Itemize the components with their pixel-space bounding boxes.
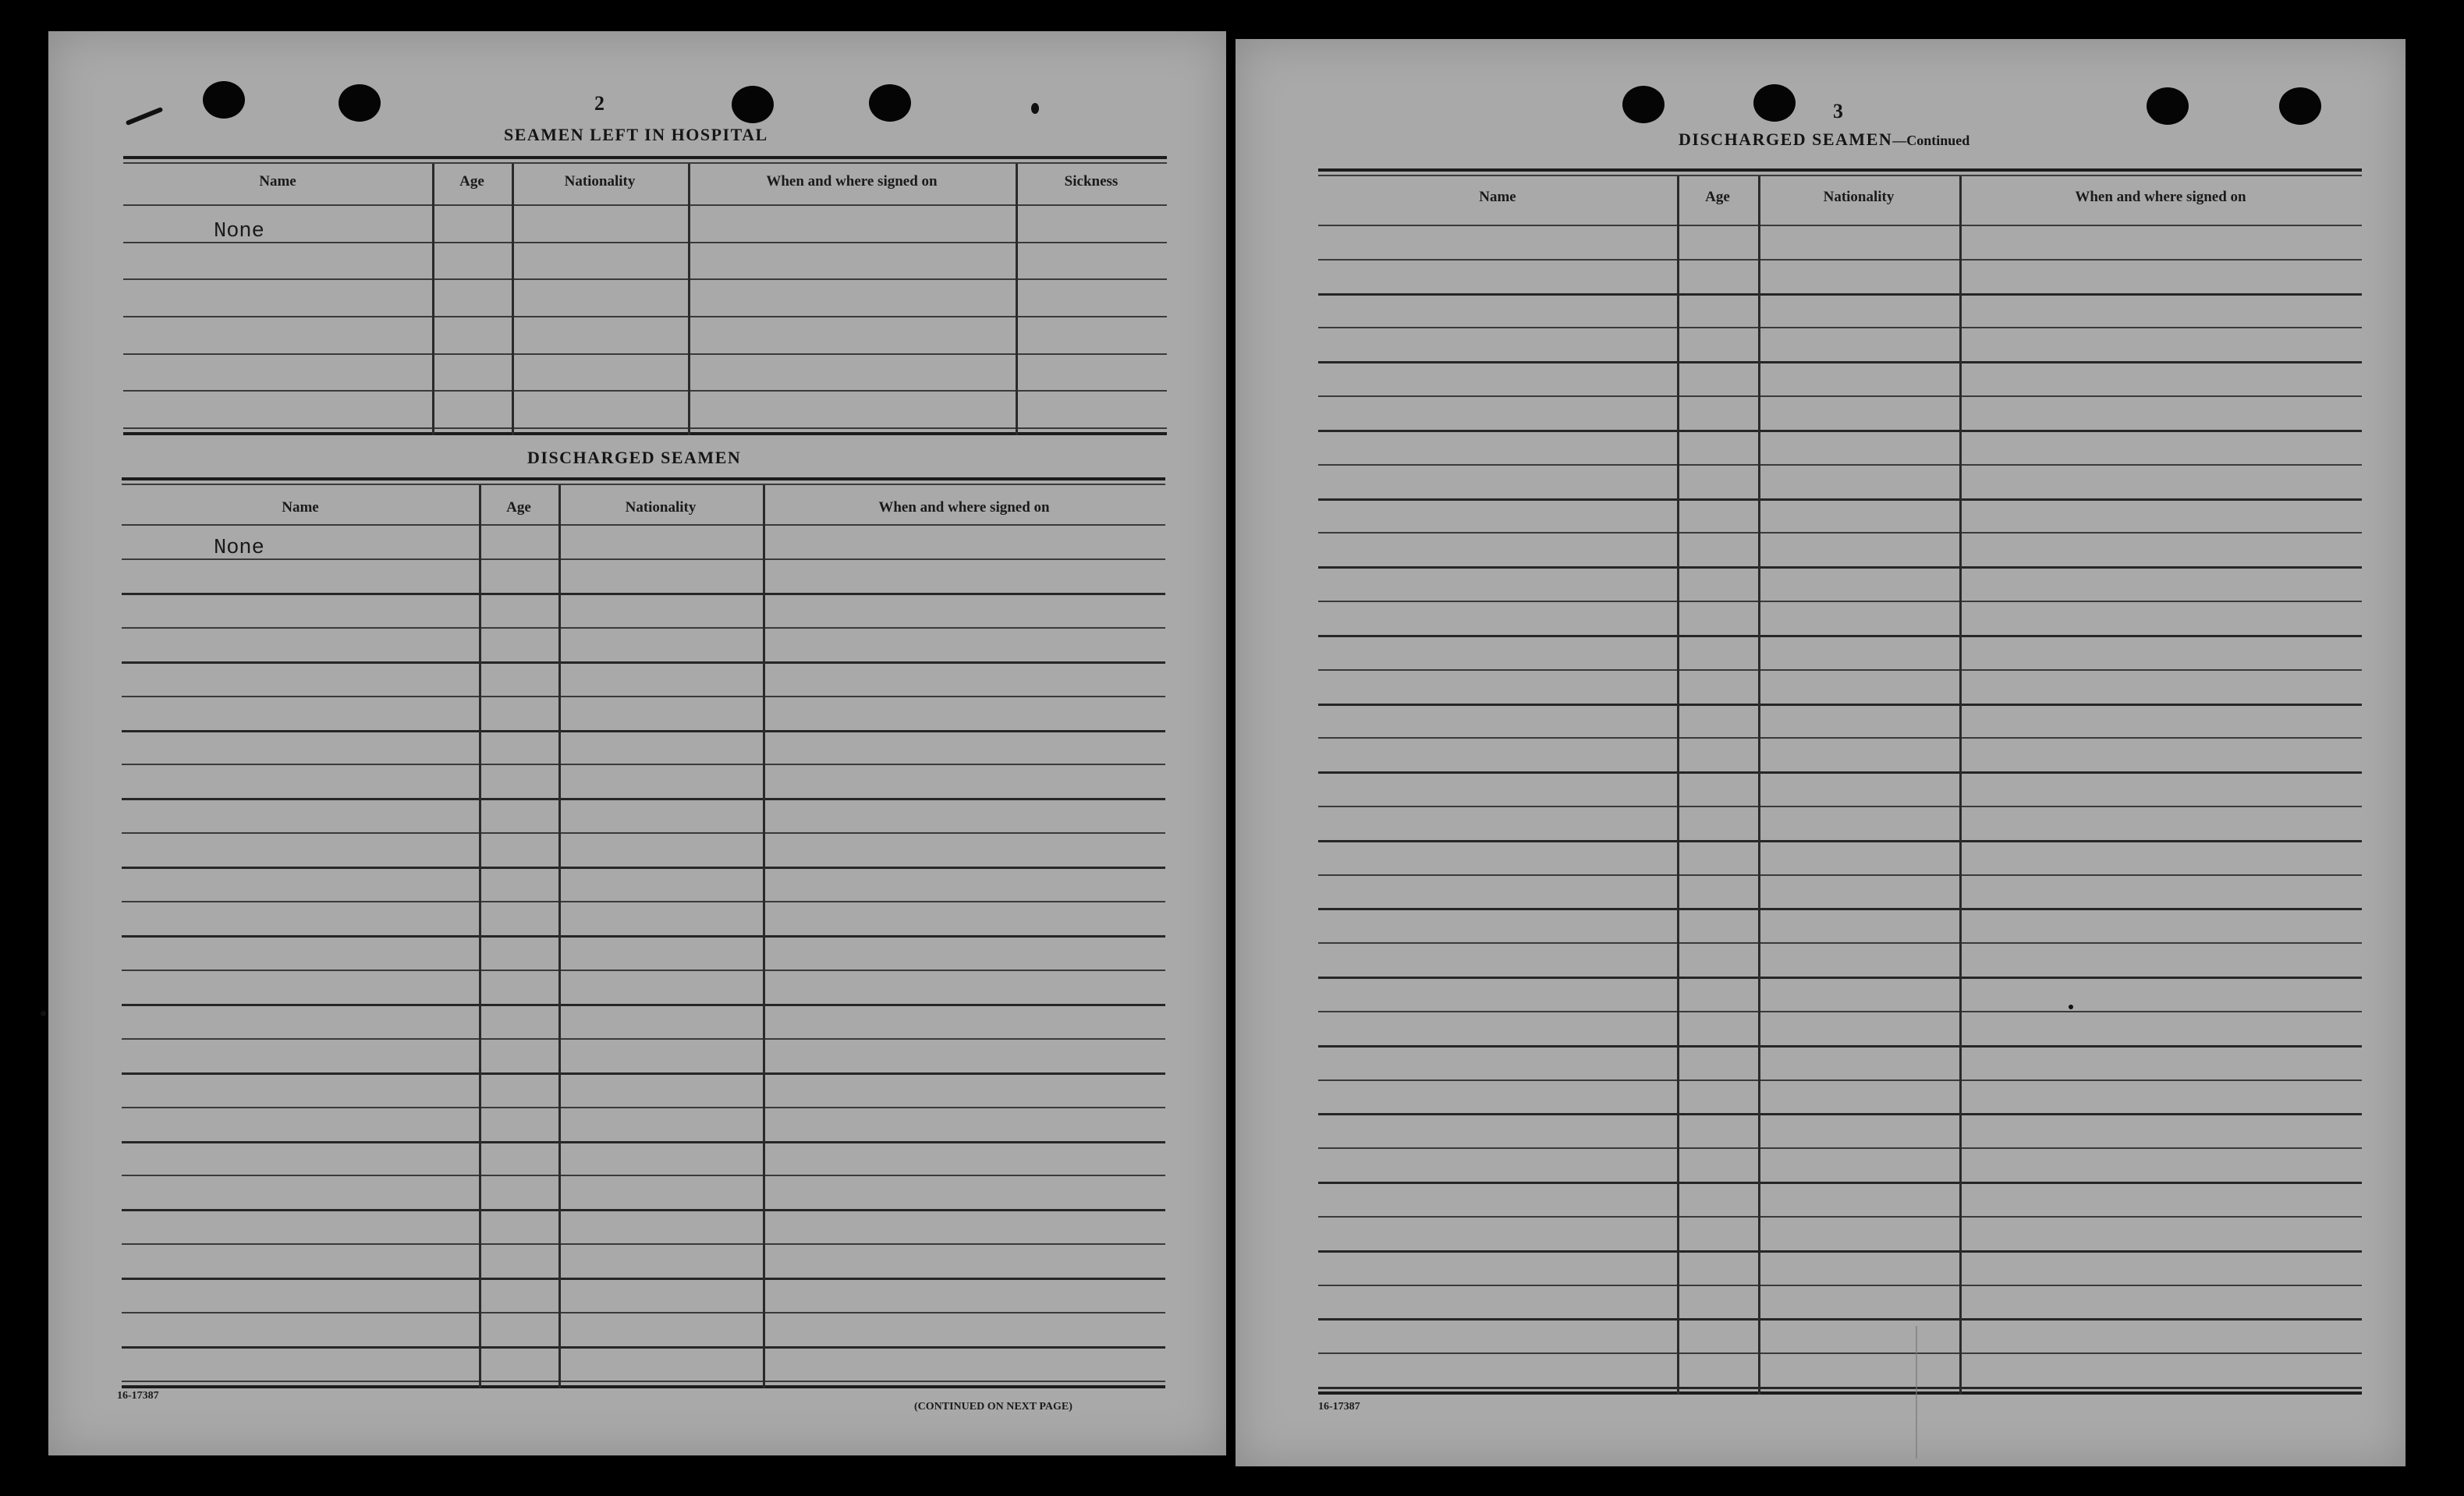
punch-hole [1622, 86, 1665, 123]
column-header: Name [282, 499, 319, 516]
row-rule [1318, 635, 2362, 637]
punch-hole [2279, 87, 2321, 125]
column-header: When and where signed on [2075, 189, 2246, 205]
row-rule [1318, 908, 2362, 910]
row-rule [1318, 464, 2362, 466]
column-divider [512, 164, 514, 435]
punch-hole [1753, 84, 1796, 122]
row-rule [1318, 361, 2362, 363]
column-header: Name [1479, 189, 1516, 205]
row-rule [122, 1278, 1165, 1280]
column-divider [1959, 176, 1962, 1395]
row-rule [123, 242, 1167, 243]
row-rule [122, 970, 1165, 971]
row-rule [122, 901, 1165, 902]
row-rule [1318, 1045, 2362, 1048]
column-divider [688, 164, 690, 435]
table-bottom-rule [1318, 1391, 2362, 1395]
row-rule [1318, 532, 2362, 534]
column-header: Nationality [1823, 189, 1895, 205]
row-rule [122, 558, 1165, 560]
row-rule [1318, 259, 2362, 261]
row-rule [122, 1243, 1165, 1245]
column-divider [1677, 176, 1679, 1395]
row-rule [122, 1038, 1165, 1040]
row-rule [1318, 1216, 2362, 1218]
column-divider [558, 485, 561, 1388]
row-rule [1318, 874, 2362, 876]
right-section-title [1679, 129, 1969, 150]
row-rule [1318, 1182, 2362, 1184]
row-rule [1318, 737, 2362, 739]
paper-crease [1916, 1326, 1917, 1459]
row-rule [122, 1107, 1165, 1108]
row-rule [122, 1072, 1165, 1075]
punch-hole [203, 81, 245, 119]
column-header: Age [459, 173, 484, 190]
column-divider [432, 164, 434, 435]
hospital-entry: None [214, 220, 264, 243]
row-rule [1318, 704, 2362, 706]
row-rule [1318, 293, 2362, 296]
row-rule [122, 1381, 1165, 1382]
row-rule [1318, 771, 2362, 774]
row-rule [1318, 942, 2362, 944]
row-rule [122, 696, 1165, 697]
table-top-rule [1318, 175, 2362, 176]
header-rule [122, 524, 1165, 526]
row-rule [1318, 1318, 2362, 1321]
row-rule [1318, 566, 2362, 569]
row-rule [1318, 1147, 2362, 1149]
column-header: Nationality [625, 499, 697, 516]
row-rule [122, 935, 1165, 938]
punch-hole [732, 86, 774, 123]
right-form-number: 16-17387 [1318, 1401, 1360, 1413]
row-rule [122, 661, 1165, 664]
row-rule [122, 867, 1165, 869]
column-header: Age [1705, 189, 1730, 205]
left-page [48, 31, 1226, 1455]
column-header: When and where signed on [766, 173, 938, 190]
row-rule [123, 278, 1167, 280]
row-rule [1318, 1352, 2362, 1354]
hospital-section-title: SEAMEN LEFT IN HOSPITAL [504, 125, 768, 144]
left-page-number: 2 [594, 92, 604, 115]
ink-speck [41, 1011, 46, 1016]
row-rule [122, 627, 1165, 629]
ink-speck [2069, 1005, 2073, 1009]
row-rule [123, 427, 1167, 429]
row-rule [122, 1141, 1165, 1143]
punch-hole [339, 84, 381, 122]
row-rule [123, 390, 1167, 392]
right-section-title-suffix: —Continued [1892, 133, 1970, 148]
column-header: Sickness [1064, 173, 1119, 190]
row-rule [122, 764, 1165, 765]
header-rule [1318, 225, 2362, 226]
column-header: Nationality [564, 173, 636, 190]
row-rule [1318, 1285, 2362, 1286]
right-page-number: 3 [1833, 100, 1843, 122]
row-rule [1318, 430, 2362, 432]
row-rule [122, 1346, 1165, 1349]
row-rule [1318, 395, 2362, 397]
continued-note: (CONTINUED ON NEXT PAGE) [914, 1401, 1072, 1413]
row-rule [1318, 1387, 2362, 1389]
discharged-entry: None [214, 537, 264, 560]
table-top-rule [123, 156, 1167, 159]
row-rule [122, 832, 1165, 834]
row-rule [1318, 806, 2362, 807]
row-rule [122, 730, 1165, 732]
ink-speck [1031, 103, 1039, 114]
table-top-rule [122, 484, 1165, 485]
punch-hole [2147, 87, 2189, 125]
left-form-number: 16-17387 [117, 1390, 159, 1402]
column-header: Name [259, 173, 296, 190]
row-rule [123, 353, 1167, 355]
row-rule [1318, 498, 2362, 501]
row-rule [1318, 601, 2362, 602]
row-rule [1318, 977, 2362, 979]
row-rule [1318, 327, 2362, 328]
row-rule [1318, 669, 2362, 671]
column-divider [1016, 164, 1018, 435]
row-rule [1318, 1079, 2362, 1081]
row-rule [122, 798, 1165, 800]
table-bottom-rule [123, 432, 1167, 435]
table-bottom-rule [122, 1385, 1165, 1388]
row-rule [123, 316, 1167, 317]
row-rule [1318, 1250, 2362, 1253]
table-top-rule [1318, 168, 2362, 172]
column-header: Age [506, 499, 531, 516]
row-rule [122, 1004, 1165, 1006]
row-rule [1318, 1113, 2362, 1115]
table-top-rule [122, 477, 1165, 480]
right-section-title-text: DISCHARGED SEAMEN [1679, 129, 1893, 149]
column-divider [763, 485, 765, 1388]
header-rule [123, 204, 1167, 206]
column-divider [1758, 176, 1760, 1395]
discharged-section-title: DISCHARGED SEAMEN [527, 448, 742, 467]
row-rule [122, 1209, 1165, 1211]
punch-hole [869, 84, 911, 122]
row-rule [122, 593, 1165, 595]
table-top-rule [123, 162, 1167, 164]
row-rule [122, 1312, 1165, 1313]
row-rule [122, 1175, 1165, 1176]
row-rule [1318, 840, 2362, 842]
column-divider [479, 485, 481, 1388]
column-header: When and where signed on [878, 499, 1050, 516]
row-rule [1318, 1011, 2362, 1012]
